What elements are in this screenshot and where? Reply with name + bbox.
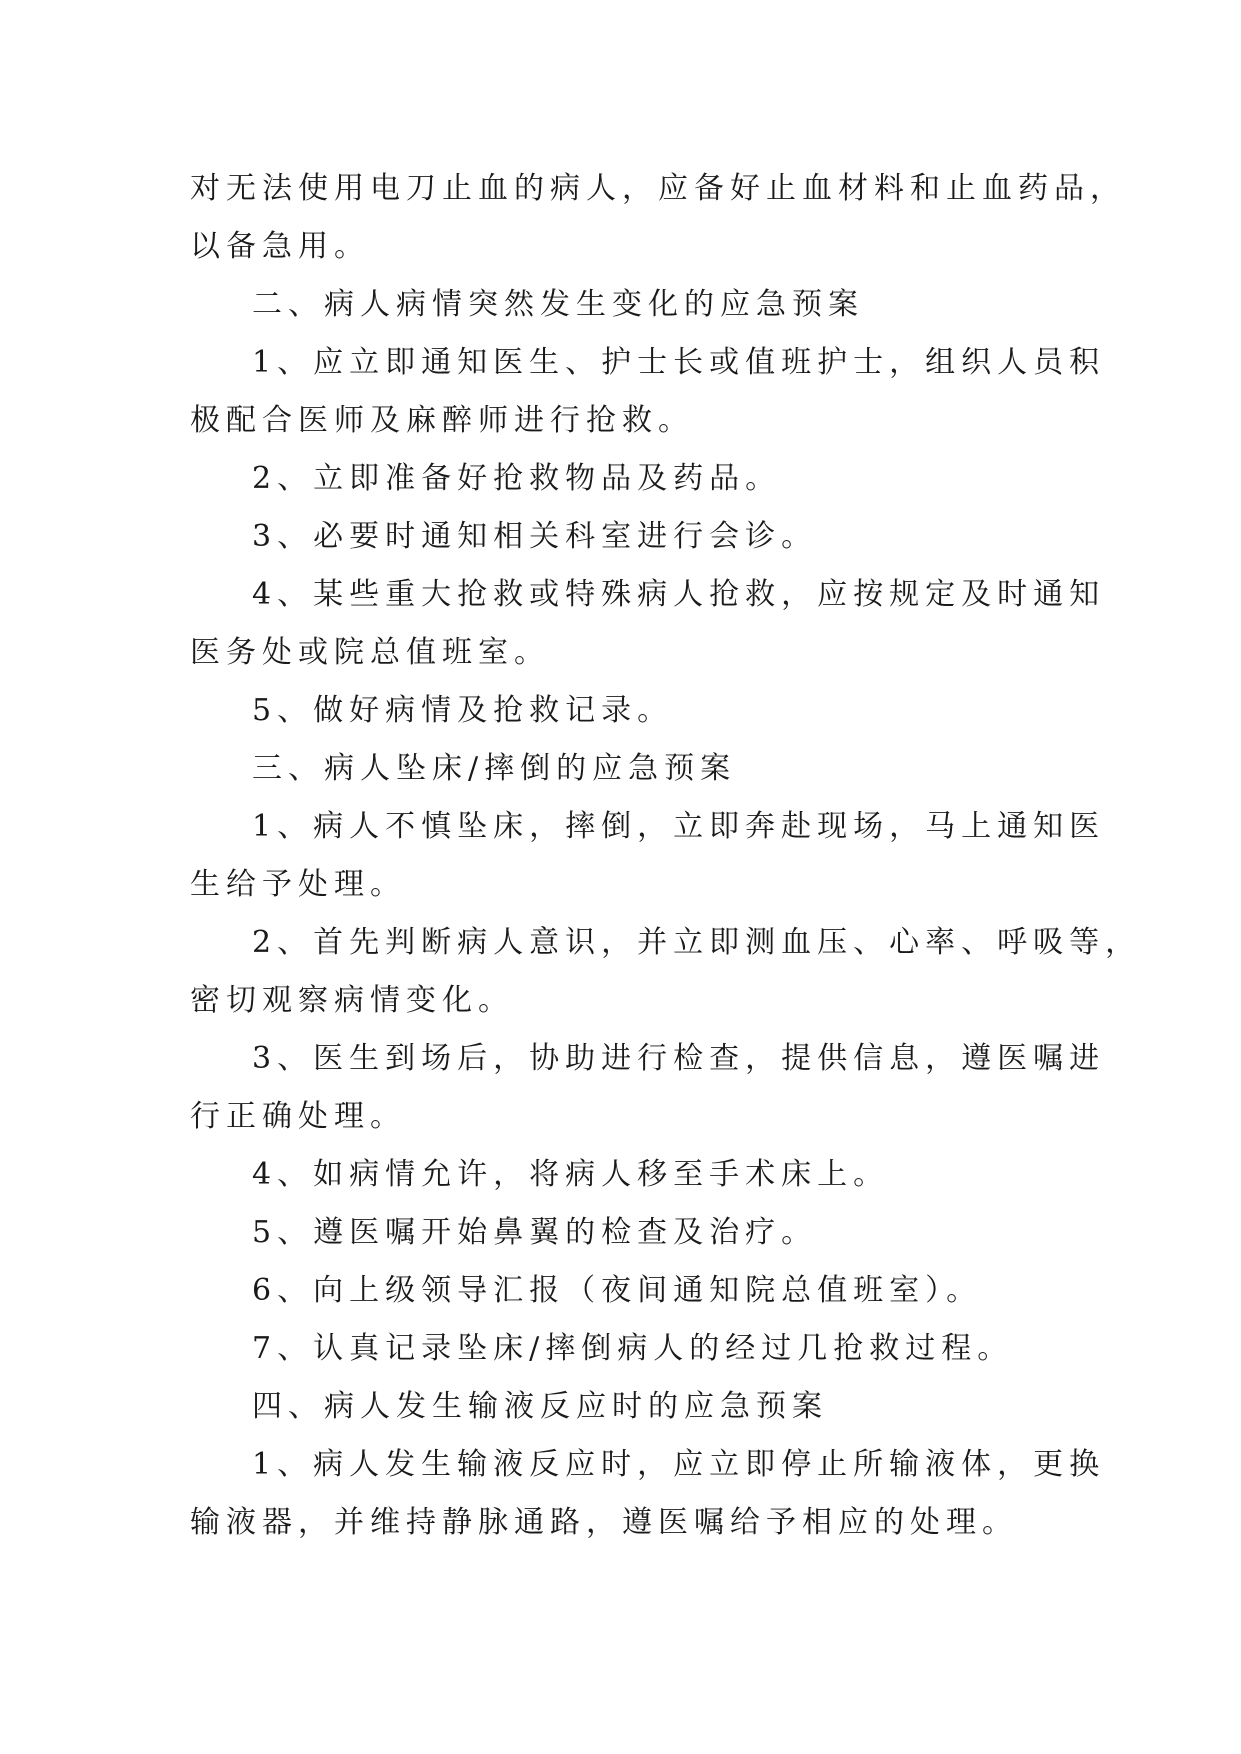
text-line: 5、做好病情及抢救记录。 — [252, 693, 674, 728]
text-line: 行正确处理。 — [190, 1099, 406, 1134]
text-line: 4、如病情允许，将病人移至手术床上。 — [252, 1157, 890, 1192]
text-line: 2、立即准备好抢救物品及药品。 — [252, 461, 782, 496]
document-body — [190, 160, 1142, 1552]
text-line: 输液器，并维持静脉通路，遵医嘱给予相应的处理。 — [190, 1505, 1018, 1540]
section-heading: 二、病人病情突然发生变化的应急预案 — [252, 287, 864, 322]
text-line: 3、医生到场后，协助进行检查，提供信息，遵医嘱进 — [252, 1041, 1106, 1076]
text-line: 以备急用。 — [190, 229, 370, 264]
text-line: 5、遵医嘱开始鼻翼的检查及治疗。 — [252, 1215, 818, 1250]
text-line: 1、病人不慎坠床，摔倒，立即奔赴现场，马上通知医 — [252, 809, 1106, 844]
section-heading: 四、病人发生输液反应时的应急预案 — [252, 1389, 828, 1424]
text-line: 3、必要时通知相关科室进行会诊。 — [252, 519, 818, 554]
text-line: 极配合医师及麻醉师进行抢救。 — [190, 403, 694, 438]
text-line: 6、向上级领导汇报（夜间通知院总值班室）。 — [252, 1273, 983, 1308]
text-line: 7、认真记录坠床/摔倒病人的经过几抢救过程。 — [252, 1331, 1014, 1366]
text-line: 4、某些重大抢救或特殊病人抢救，应按规定及时通知 — [252, 577, 1106, 612]
section-heading: 三、病人坠床/摔倒的应急预案 — [252, 751, 737, 786]
text-line: 生给予处理。 — [190, 867, 406, 902]
text-line: 1、应立即通知医生、护士长或值班护士，组织人员积 — [252, 345, 1106, 380]
text-line: 医务处或院总值班室。 — [190, 635, 550, 670]
text-line: 1、病人发生输液反应时，应立即停止所输液体，更换 — [252, 1447, 1106, 1482]
text-line: 对无法使用电刀止血的病人，应备好止血材料和止血药品， — [190, 171, 1126, 206]
text-line: 2、首先判断病人意识，并立即测血压、心率、呼吸等， — [252, 925, 1142, 960]
text-line: 密切观察病情变化。 — [190, 983, 514, 1018]
